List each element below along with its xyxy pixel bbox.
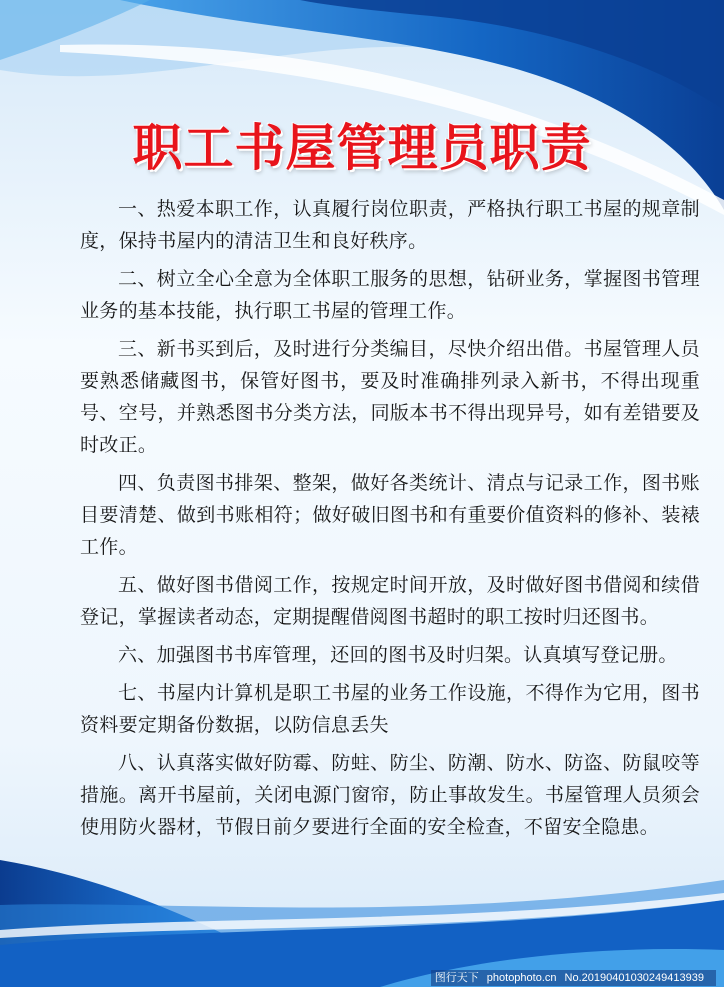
duty-item-5: 五、做好图书借阅工作，按规定时间开放，及时做好图书借阅和续借登记，掌握读者动态，定期提醒借阅图书超时的职工按时归还图书。 (80, 574, 700, 628)
duty-item-8: 八、认真落实做好防霉、防蛀、防尘、防潮、防水、防盗、防鼠咬等措施。离开书屋前，关闭电源门窗帘，防止事故发生。书屋管理人员须会使用防火器材，节假日前夕要进行全面的安全检查，不留安全隐患。 (80, 752, 700, 838)
page-title: 职工书屋管理员职责 (132, 119, 592, 177)
watermark-number: No.20190401030249413939 (564, 972, 704, 984)
watermark-domain: photophoto.cn (486, 972, 557, 984)
duty-item-1: 一、热爱本职工作，认真履行岗位职责，严格执行职工书屋的规章制度，保持书屋内的清洁卫生和良好秩序。 (80, 198, 700, 252)
duty-item-7: 七、书屋内计算机是职工书屋的业务工作设施，不得作为它用，图书资料要定期备份数据，以防信息丢失 (80, 682, 700, 736)
duty-item-6: 六、加强图书书库管理，还回的图书及时归架。认真填写登记册。 (118, 644, 678, 666)
watermark-footer (431, 970, 716, 986)
duty-item-4: 四、负责图书排架、整架，做好各类统计、清点与记录工作，图书账目要清楚、做到书账相符；做好破旧图书和有重要价值资料的修补、装裱工作。 (80, 472, 700, 558)
watermark-site: 图行天下 (434, 972, 479, 984)
duty-item-3: 三、新书买到后，及时进行分类编目，尽快介绍出借。书屋管理人员要熟悉储藏图书，保管好图书，要及时准确排列录入新书，不得出现重号、空号，并熟悉图书分类方法，同版本书不得出现异号，如有差错要及时改正。 (80, 338, 700, 456)
duty-item-2: 二、树立全心全意为全体职工服务的思想，钻研业务，掌握图书管理业务的基本技能，执行职工书屋的管理工作。 (80, 268, 700, 322)
duty-list (80, 193, 700, 849)
